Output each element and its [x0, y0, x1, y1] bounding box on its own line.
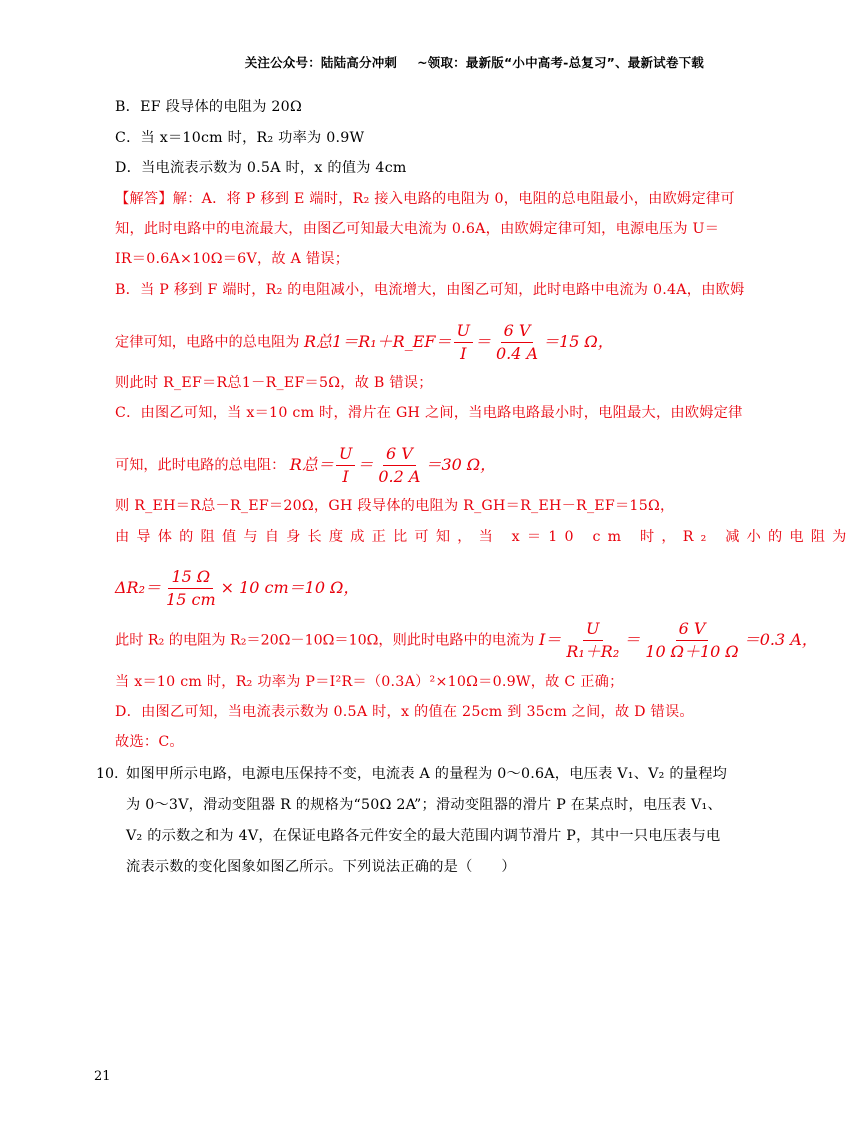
question-line-2: 为 0～3V，滑动变阻器 R 的规格为“50Ω 2A”；滑动变阻器的滑片 P 在某点时，电压表 V₁、	[126, 797, 722, 813]
answer-a-line-1: 【解答】解：A．将 P 移到 E 端时，R₂ 接入电路的电阻为 0，电阻的总电阻最小，由欧姆定律可	[115, 191, 735, 207]
answer-b-line-1: B．当 P 移到 F 端时，R₂ 的电阻减小，电流增大，由图乙可知，此时电路中电流为 0.4A，由欧姆	[115, 282, 745, 298]
answer-c-delta-formula	[115, 568, 359, 608]
answer-c-line-4: 由导体的阻值与自身长度成正比可知，当 x＝10 cm 时，R₂ 减小的电阻为	[115, 529, 854, 545]
answer-tag: 【解答】	[115, 191, 173, 207]
answer-d-line: D．由图乙可知，当电流表示数为 0.5A 时，x 的值在 25cm 到 35cm 之间，故 D 错误。	[115, 704, 694, 720]
question-number: 10.	[96, 766, 119, 782]
answer-c-formula-line: 可知，此时电路的总电阻： R总＝ $\frac{U}{I}$ ＝ $\frac{6 V}{0.2 A}$ ＝30 Ω，	[115, 444, 497, 486]
formula-current: I＝ $\frac{U}{\text{R₁＋R₂}}$ ＝ $\frac{6 V}{10 \Omega+10 \Omega}$ ＝0.3 A，	[538, 619, 818, 661]
formula-delta-r2: ΔR₂＝ $\frac{15 \Omega}{15 cm}$ × 10 cm＝10 Ω，	[115, 567, 360, 609]
option-b: B．EF 段导体的电阻为 20Ω	[115, 99, 302, 115]
answer-final: 故选：C。	[115, 734, 184, 750]
answer-a-line-2: 知，此时电路中的电流最大，由图乙可知最大电流为 0.6A，由欧姆定律可知，电源电压为 U＝	[115, 221, 720, 237]
answer-c-power-line: 当 x＝10 cm 时，R₂ 功率为 P＝I²R＝（0.3A）²×10Ω＝0.9W，故 C 正确；	[115, 674, 624, 690]
question-line-4: 流表示数的变化图象如图乙所示。下列说法正确的是（ ）	[126, 859, 516, 875]
question-line-3: V₂ 的示数之和为 4V，在保证电路各元件安全的最大范围内调节滑片 P，其中一只电压表与电	[126, 828, 721, 844]
page-number: 21	[94, 1069, 111, 1084]
answer-c-current-line: 此时 R₂ 的电阻为 R₂＝20Ω－10Ω＝10Ω，则此时电路中的电流为 I＝ $\frac{U}{\text{R₁＋R₂}}$ ＝ $\frac{6 V}{10 \Omega+10 \Omega}$ ＝0.3 A，	[115, 619, 818, 661]
header-left-text: 关注公众号：陆陆高分冲刺	[244, 55, 398, 70]
answer-c-line-3: 则 R_EH＝R总－R_EF＝20Ω，GH 段导体的电阻为 R_GH＝R_EH－R_EF＝15Ω，	[115, 498, 675, 514]
option-c: C．当 x＝10cm 时，R₂ 功率为 0.9W	[115, 130, 365, 146]
answer-b-formula-line: 定律可知，电路中的总电阻为 R总1＝R₁＋R_EF＝ $\frac{U}{I}$ ＝ $\frac{6 V}{0.4 A}$ ＝15 Ω，	[115, 321, 614, 363]
answer-c-line-1: C．由图乙可知，当 x＝10 cm 时，滑片在 GH 之间，当电路电路最小时，电阻最大，由欧姆定律	[115, 405, 743, 421]
formula-total-resistance-2: R总＝ $\frac{U}{I}$ ＝ $\frac{6 V}{0.2 A}$ ＝30 Ω，	[289, 444, 497, 486]
answer-b-line-3: 则此时 R_EF＝R总1－R_EF＝5Ω，故 B 错误；	[115, 375, 433, 391]
answer-a-line-3: IR＝0.6A×10Ω＝6V，故 A 错误；	[115, 251, 350, 267]
header-right-text: ~领取：最新版“小中高考-总复习”、最新试卷下载	[417, 55, 704, 70]
page-header	[245, 53, 704, 71]
question-line-1: 如图甲所示电路，电源电压保持不变，电流表 A 的量程为 0～0.6A，电压表 V₁、V₂ 的量程均	[126, 766, 728, 782]
formula-total-resistance-1: R总1＝R₁＋R_EF＝ $\frac{U}{I}$ ＝ $\frac{6 V}{0.4 A}$ ＝15 Ω，	[303, 321, 614, 363]
option-d: D．当电流表示数为 0.5A 时，x 的值为 4cm	[115, 160, 407, 176]
